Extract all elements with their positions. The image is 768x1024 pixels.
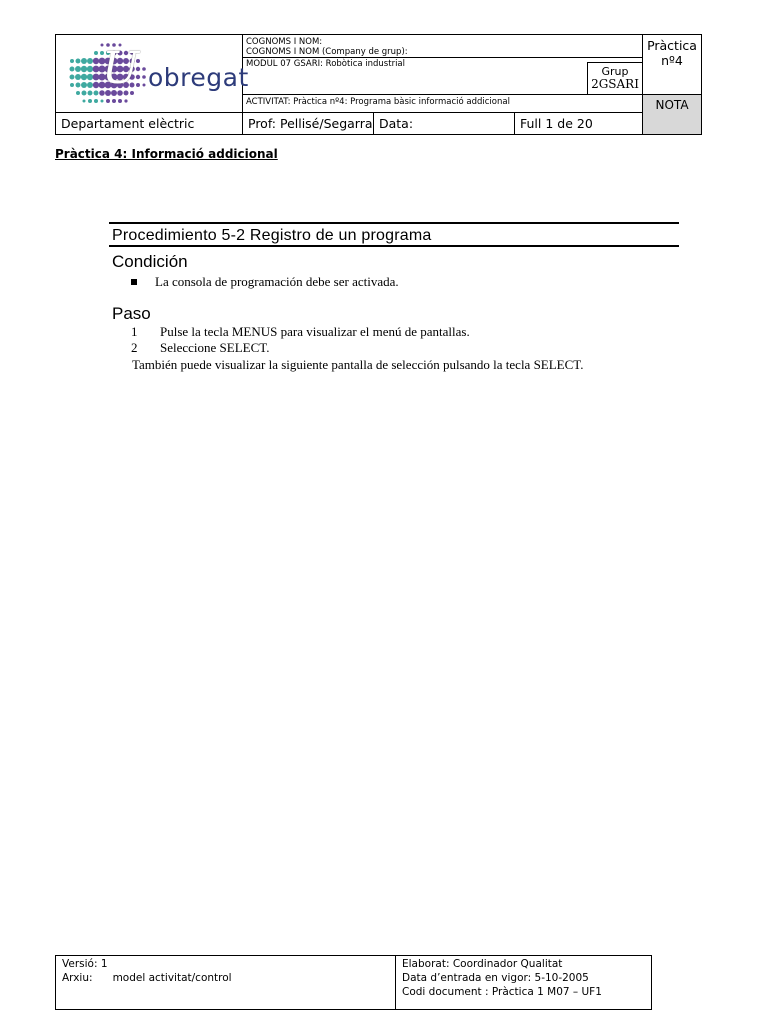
nota-cell: NOTA xyxy=(643,95,702,135)
logo xyxy=(62,39,249,107)
logo-mark: U xyxy=(102,43,140,94)
procedure-note: También puede visualizar la siguiente pantalla de selección pulsando la tecla SELECT. xyxy=(132,357,584,372)
condition-heading: Condición xyxy=(112,252,188,271)
grup-value: 2GSARI xyxy=(591,77,639,91)
procedure-bottom-rule xyxy=(109,245,679,247)
departament-cell: Departament elèctric xyxy=(56,112,242,133)
cognoms-label: COGNOMS I NOM: xyxy=(246,37,323,47)
versio-label: Versió: 1 xyxy=(62,958,108,970)
step-number: 1 xyxy=(131,324,138,339)
step-number: 2 xyxy=(131,340,138,355)
document-title: Pràctica 4: Informació addicional xyxy=(55,147,278,161)
step-item xyxy=(131,340,679,356)
procedure-block xyxy=(109,222,679,373)
student-names-cell xyxy=(243,35,643,95)
footer-left-cell xyxy=(56,956,396,1010)
condition-text: La consola de programación debe ser activada. xyxy=(155,274,399,289)
data-vigor-label: Data d’entrada en vigor: 5-10-2005 xyxy=(402,972,589,984)
step-text: Seleccione SELECT. xyxy=(160,340,270,355)
grup-box xyxy=(587,62,642,94)
practica-cell xyxy=(643,35,702,95)
procedure-title: Procedimiento 5-2 Registro de un programa xyxy=(112,227,432,244)
activitat-label: ACTIVITAT: Pràctica nº4: Programa bàsic informació addicional xyxy=(243,95,643,113)
footer-table xyxy=(55,955,652,1010)
prof-cell: Prof: Pellisé/Segarra xyxy=(243,113,374,135)
grup-label: Grup xyxy=(601,65,629,78)
footer-right-cell xyxy=(396,956,652,1010)
data-cell: Data: xyxy=(374,113,515,135)
modul-label: MODUL 07 GSARI: Robòtica industrial xyxy=(246,59,405,69)
arxiu-label: Arxiu: model activitat/control xyxy=(62,972,232,984)
codi-document-label: Codi document : Pràctica 1 M07 – UF1 xyxy=(402,986,602,998)
cognoms-company-label: COGNOMS I NOM (Company de grup): xyxy=(246,47,408,57)
practica-number: nº4 xyxy=(661,53,683,68)
step-item xyxy=(131,324,679,340)
step-heading: Paso xyxy=(112,304,151,323)
full-cell: Full 1 de 20 xyxy=(515,113,643,135)
condition-item xyxy=(131,274,679,290)
step-text: Pulse la tecla MENUS para visualizar el menú de pantallas. xyxy=(160,324,470,339)
practica-label: Pràctica xyxy=(647,38,697,53)
logo-text: obregat xyxy=(148,63,249,92)
square-bullet-icon xyxy=(131,279,137,285)
elaborat-label: Elaborat: Coordinador Qualitat xyxy=(402,958,563,970)
